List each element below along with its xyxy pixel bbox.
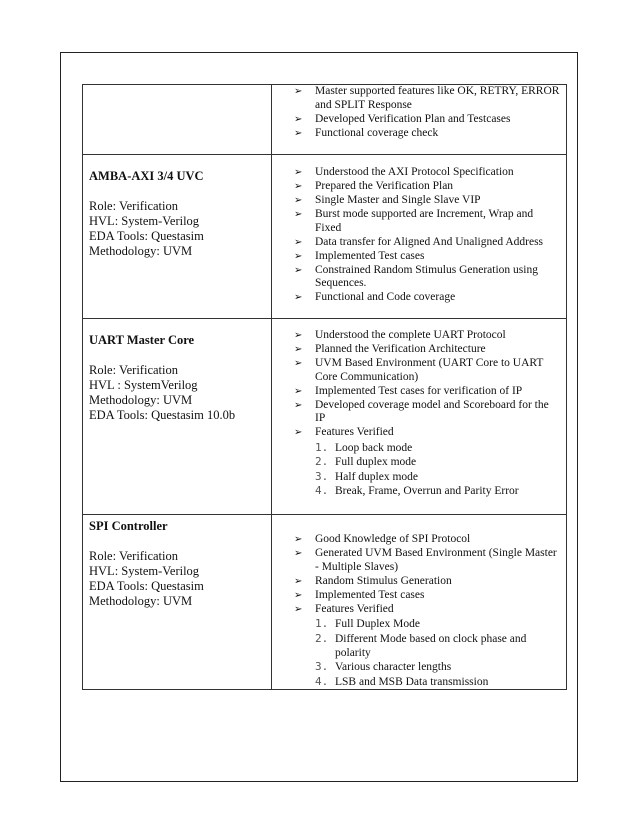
project-bullets-cell <box>272 85 567 155</box>
sub-item: 4. Break, Frame, Overrun and Parity Error <box>315 484 519 497</box>
project-detail: HVL : SystemVerilog <box>89 378 198 392</box>
sub-item: 1. Full Duplex Mode <box>315 617 420 630</box>
bullet-item: ➢ UVM Based Environment (UART Core to UART Core Communication) <box>294 357 544 383</box>
project-detail: Role: Verification <box>89 549 178 563</box>
bullet-item: ➢ Single Master and Single Slave VIP <box>294 194 481 206</box>
bullet-item: ➢ Understood the complete UART Protocol <box>294 329 506 341</box>
arrow-bullet-icon: ➢ <box>294 250 303 262</box>
bullet-item: ➢ Good Knowledge of SPI Protocol <box>294 533 471 545</box>
arrow-bullet-icon: ➢ <box>294 236 303 248</box>
arrow-bullet-icon: ➢ <box>294 399 303 411</box>
project-title: SPI Controller <box>89 519 168 533</box>
bullet-item: ➢ Burst mode supported are Increment, Wrap and Fixed <box>294 208 534 234</box>
table-row <box>83 319 567 515</box>
bullet-list <box>272 533 566 689</box>
sub-item: 2. Different Mode based on clock phase and polarity <box>315 631 527 659</box>
bullet-item: ➢ Random Stimulus Generation <box>294 574 452 587</box>
project-title: UART Master Core <box>89 333 195 347</box>
projects-table <box>82 84 567 690</box>
arrow-bullet-icon: ➢ <box>294 427 303 438</box>
sub-item: 1. Loop back mode <box>315 440 413 454</box>
arrow-bullet-icon: ➢ <box>294 195 303 206</box>
project-detail: HVL: System-Verilog <box>89 214 200 228</box>
bullet-item: ➢ Master supported features like OK, RETRY, ERROR and SPLIT Response <box>294 85 560 111</box>
bullet-item: ➢ Planned the Verification Architecture <box>294 343 486 355</box>
sub-list <box>315 617 560 689</box>
project-detail: Role: Verification <box>89 199 178 213</box>
project-bullets-cell <box>272 155 567 319</box>
project-detail: EDA Tools: Questasim <box>89 229 204 243</box>
bullet-item: ➢ Functional and Code coverage <box>294 291 456 303</box>
project-info-cell <box>83 515 272 690</box>
arrow-bullet-icon: ➢ <box>294 534 303 545</box>
project-bullets-cell <box>272 515 567 690</box>
table-row <box>83 515 567 690</box>
arrow-bullet-icon: ➢ <box>294 127 303 139</box>
arrow-bullet-icon: ➢ <box>294 292 303 303</box>
arrow-bullet-icon: ➢ <box>294 385 303 397</box>
arrow-bullet-icon: ➢ <box>294 548 303 559</box>
arrow-bullet-icon: ➢ <box>294 358 303 369</box>
bullet-item: ➢ Prepared the Verification Plan <box>294 180 454 192</box>
bullet-list <box>272 85 566 140</box>
project-detail: EDA Tools: Questasim 10.0b <box>89 408 236 422</box>
table-row <box>83 155 567 319</box>
bullet-item: ➢ Data transfer for Aligned And Unaligned Address <box>294 235 544 248</box>
project-title: AMBA-AXI 3/4 UVC <box>89 169 204 183</box>
bullet-list <box>272 329 566 498</box>
arrow-bullet-icon: ➢ <box>294 330 303 341</box>
table-row <box>83 85 567 155</box>
sub-item: 4. LSB and MSB Data transmission <box>315 674 489 688</box>
bullet-item: ➢ Developed coverage model and Scoreboard for the IP <box>294 398 549 424</box>
arrow-bullet-icon: ➢ <box>294 575 303 587</box>
project-detail: HVL: System-Verilog <box>89 564 200 578</box>
bullet-item: ➢ Functional coverage check <box>294 126 439 139</box>
project-detail: Role: Verification <box>89 363 178 377</box>
bullet-list <box>272 166 566 305</box>
bullet-item: ➢ Features Verified 1. Full Duplex Mode 2. Different Mode based on clock phase and polarity 3. Various character lengths 4. LSB and MSB Data transmission <box>294 603 560 689</box>
bullet-item: ➢ Implemented Test cases for verification of IP <box>294 384 523 397</box>
bullet-item: ➢ Implemented Test cases <box>294 249 425 262</box>
bullet-item: ➢ Understood the AXI Protocol Specification <box>294 166 514 178</box>
project-bullets-cell <box>272 319 567 515</box>
arrow-bullet-icon: ➢ <box>294 167 303 178</box>
arrow-bullet-icon: ➢ <box>294 589 303 601</box>
arrow-bullet-icon: ➢ <box>294 86 303 97</box>
arrow-bullet-icon: ➢ <box>294 344 303 355</box>
project-detail: Methodology: UVM <box>89 244 193 258</box>
project-info-cell <box>83 319 272 515</box>
bullet-item: ➢ Implemented Test cases <box>294 588 425 601</box>
bullet-item: ➢ Developed Verification Plan and Testcases <box>294 112 511 125</box>
sub-list <box>315 441 560 499</box>
sub-item: 3. Half duplex mode <box>315 469 419 483</box>
arrow-bullet-icon: ➢ <box>294 603 303 615</box>
project-detail: Methodology: UVM <box>89 594 193 608</box>
sub-item: 2. Full duplex mode <box>315 455 417 468</box>
sub-item: 3. Various character lengths <box>315 660 452 673</box>
bullet-item: ➢ Features Verified 1. Loop back mode 2. Full duplex mode 3. Half duplex mode 4. Break, Frame, Overrun and Parity Error <box>294 426 560 498</box>
arrow-bullet-icon: ➢ <box>294 181 303 192</box>
project-detail: EDA Tools: Questasim <box>89 579 204 593</box>
project-info-cell <box>83 85 272 155</box>
arrow-bullet-icon: ➢ <box>294 113 303 125</box>
project-info-cell <box>83 155 272 319</box>
arrow-bullet-icon: ➢ <box>294 264 303 276</box>
bullet-item: ➢ Generated UVM Based Environment (Single Master - Multiple Slaves) <box>294 547 557 573</box>
arrow-bullet-icon: ➢ <box>294 209 303 220</box>
bullet-item: ➢ Constrained Random Stimulus Generation using Sequences. <box>294 263 538 289</box>
project-detail: Methodology: UVM <box>89 393 193 407</box>
